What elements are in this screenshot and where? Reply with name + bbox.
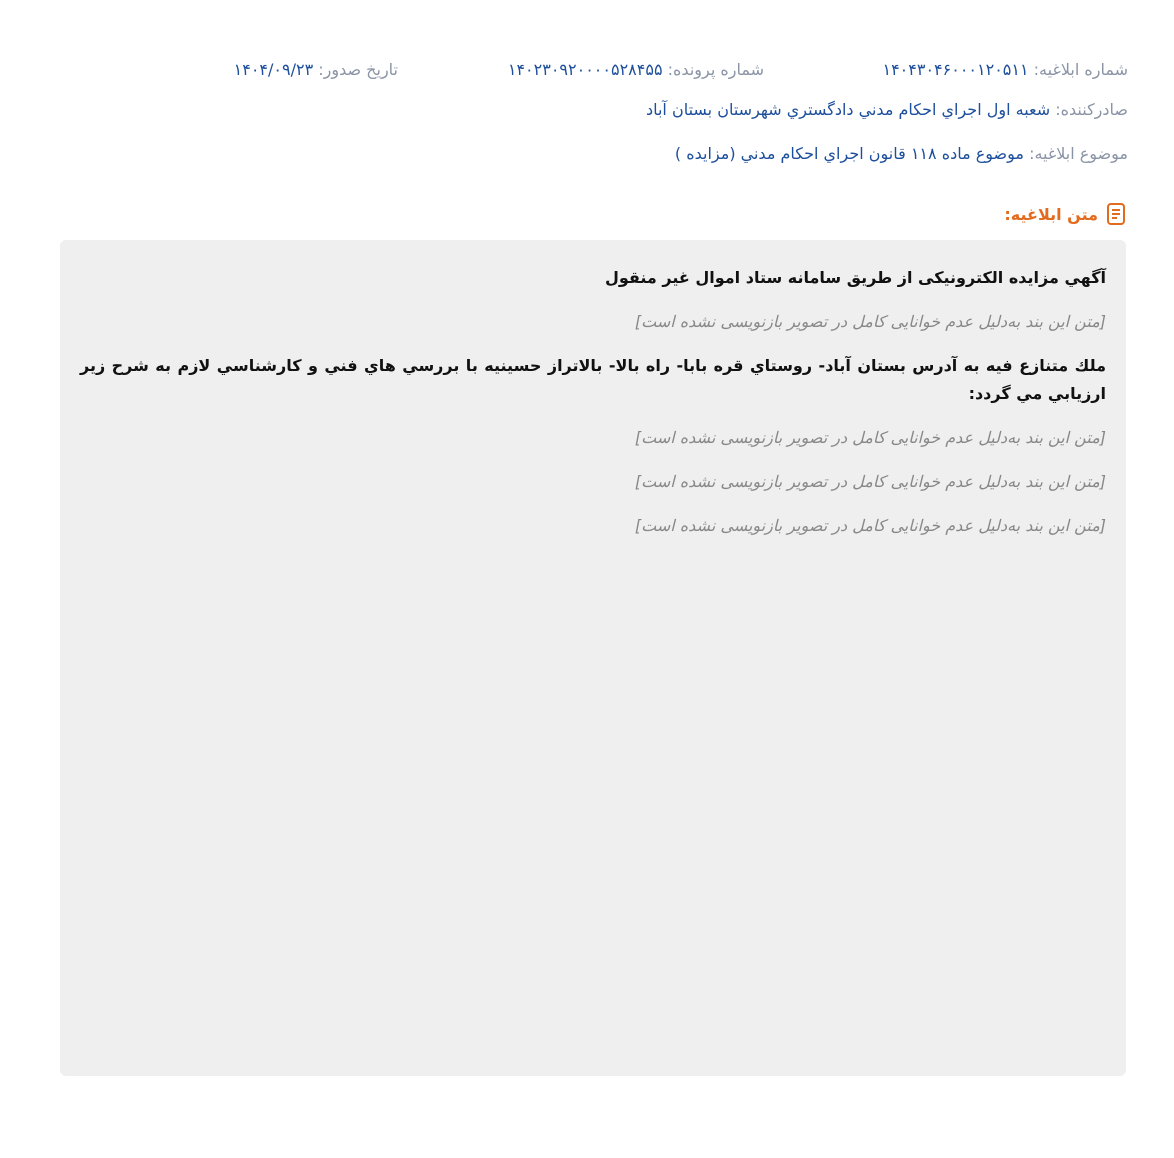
document-icon (1106, 202, 1128, 226)
body-paragraph-2: [متن این بند به‌دلیل عدم خوانایی کامل در تصویر بازنویسی نشده است] (634, 428, 1106, 447)
body-paragraph-3: [متن این بند به‌دلیل عدم خوانایی کامل در تصویر بازنویسی نشده است] (634, 472, 1106, 491)
section-title-text: متن ابلاغيه: (1004, 204, 1098, 224)
notice-number: شماره ابلاغيه: ۱۴۰۴۳۰۴۶۰۰۰۱۲۰۵۱۱ (882, 60, 1128, 79)
body-paragraph-address: ملك متنازع فيه به آدرس بستان آباد- روستاي قره بابا- راه بالا- بالاتراز حسينيه با بررسي هاي فني و کارشناسي لازم به شرح زير ارزيابي مي گردد: (80, 356, 1106, 403)
notice-body (60, 240, 1126, 1076)
issue-date: تاريخ صدور: ۱۴۰۴/۰۹/۲۳ (233, 60, 398, 79)
body-heading: آگهي مزايده الکترونيکی از طريق سامانه ستاد اموال غير منقول (604, 268, 1106, 287)
body-paragraph-1: [متن این بند به‌دلیل عدم خوانایی کامل در تصویر بازنویسی نشده است] (634, 312, 1106, 331)
body-paragraph-4: [متن این بند به‌دلیل عدم خوانایی کامل در تصویر بازنویسی نشده است] (634, 516, 1106, 535)
subject-row: موضوع ابلاغيه: موضوع ماده ۱۱۸ قانون اجراي احکام مدني (مزايده ) (674, 144, 1128, 163)
section-title (1004, 202, 1128, 226)
case-number: شماره پرونده: ۱۴۰۲۳۰۹۲۰۰۰۰۵۲۸۴۵۵ (507, 60, 764, 79)
issuer-row: صادرکننده: شعبه اول اجراي احکام مدني دادگستري شهرستان بستان آباد (645, 100, 1128, 119)
